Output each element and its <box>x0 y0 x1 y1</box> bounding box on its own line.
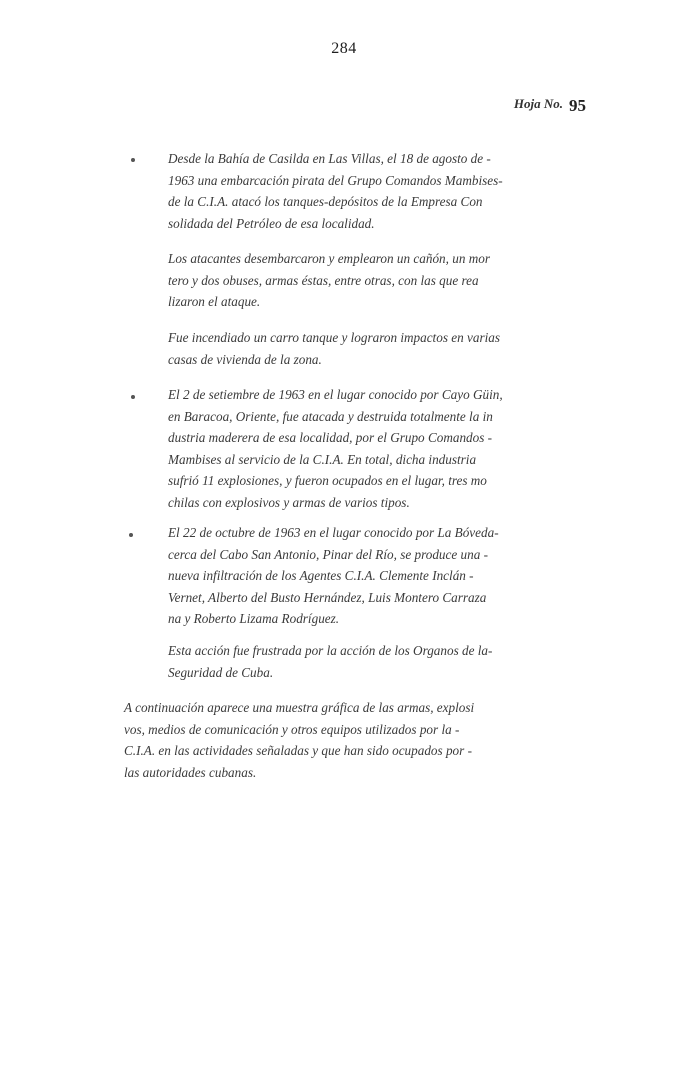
text-line: El 22 de octubre de 1963 en el lugar conocido por La Bóveda- <box>168 525 499 540</box>
text-line: chilas con explosivos y armas de varios tipos. <box>168 494 410 510</box>
text-line: Fue incendiado un carro tanque y lograron impactos en varias <box>168 330 500 345</box>
paragraph-muestra-grafica <box>124 697 474 783</box>
text-line: cerca del Cabo San Antonio, Pinar del Río, se produce una - <box>168 546 488 562</box>
bullet-marker <box>131 158 135 162</box>
text-line: El 2 de setiembre de 1963 en el lugar conocido por Cayo Güin, <box>168 387 503 402</box>
bullet-marker <box>131 395 135 399</box>
text-line: Esta acción fue frustrada por la acción de los Organos de la- <box>168 643 493 658</box>
text-line: dustria maderera de esa localidad, por el Grupo Comandos - <box>168 430 493 445</box>
text-line: casas de vivienda de la zona. <box>168 351 322 367</box>
paragraph-carro-tanque <box>168 327 500 370</box>
text-line: Vernet, Alberto del Busto Hernández, Luis Montero Carraza <box>168 589 487 605</box>
text-line: sufrió 11 explosiones, y fueron ocupados en el lugar, tres mo <box>168 473 487 488</box>
sheet-number <box>514 93 586 113</box>
text-line: Desde la Bahía de Casilda en Las Villas, el 18 de agosto de - <box>168 151 491 166</box>
text-line: lizaron el ataque. <box>168 294 261 309</box>
bullet-marker <box>129 533 133 537</box>
text-line: de la C.I.A. atacó los tanques-depósitos de la Empresa Con <box>168 194 483 209</box>
text-line: en Baracoa, Oriente, fue atacada y destruida totalmente la in <box>168 408 493 424</box>
sheet-label: Hoja No. <box>513 96 563 111</box>
text-line: na y Roberto Lizama Rodríguez. <box>168 611 340 626</box>
page-number: 284 <box>331 40 357 57</box>
text-line: nueva infiltración de los Agentes C.I.A. Clemente Inclán - <box>168 568 474 583</box>
paragraph-la-boveda <box>168 522 499 630</box>
text-line: solidada del Petróleo de esa localidad. <box>168 215 375 231</box>
sheet-number-value: 95 <box>569 96 586 115</box>
paragraph-accion-frustrada <box>168 640 492 683</box>
text-line: 1963 una embarcación pirata del Grupo Comandos Mambises- <box>168 172 503 188</box>
text-line: vos, medios de comunicación y otros equipos utilizados por la - <box>124 721 460 737</box>
text-line: Los atacantes desembarcaron y emplearon un cañón, un mor <box>168 251 490 266</box>
text-line: tero y dos obuses, armas éstas, entre otras, con las que rea <box>168 272 479 288</box>
paragraph-bahia-casilda <box>168 148 503 234</box>
text-line: Mambises al servicio de la C.I.A. En total, dicha industria <box>168 451 477 467</box>
text-line: las autoridades cubanas. <box>124 764 257 780</box>
text-line: C.I.A. en las actividades señaladas y que han sido ocupados por - <box>124 743 472 758</box>
paragraph-cayo-guin <box>168 384 503 513</box>
text-line: Seguridad de Cuba. <box>168 664 274 680</box>
paragraph-atacantes <box>168 248 490 313</box>
text-line: A continuación aparece una muestra gráfica de las armas, explosi <box>124 700 475 715</box>
